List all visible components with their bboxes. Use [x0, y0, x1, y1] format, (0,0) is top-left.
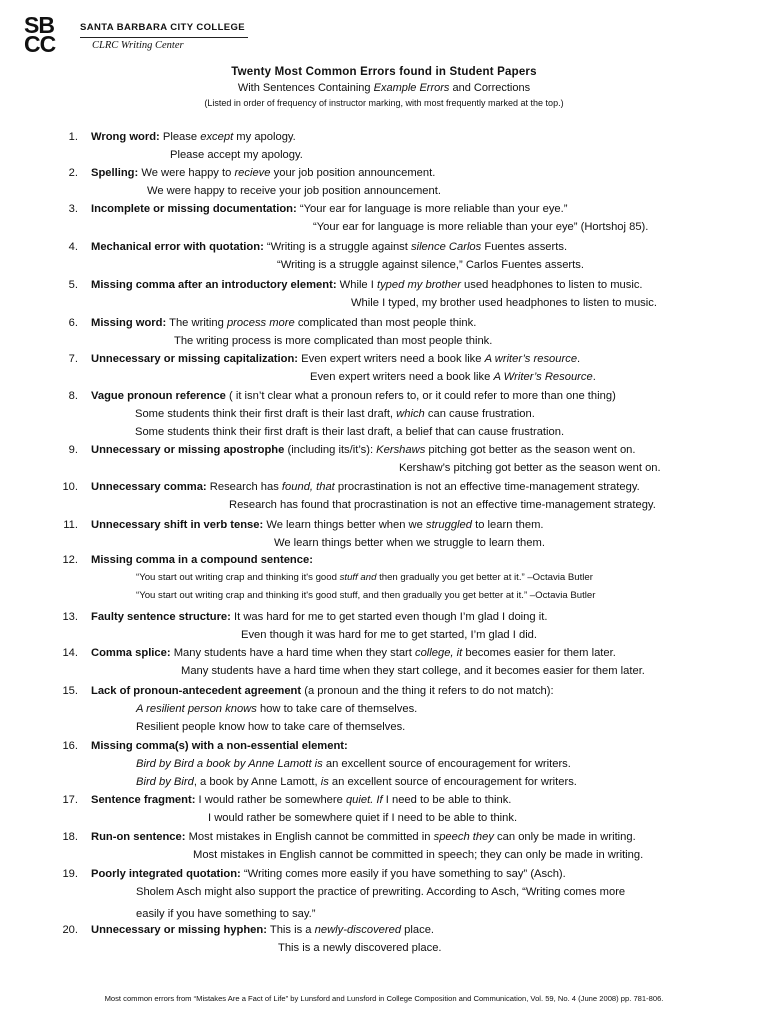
sentence-text: Most mistakes in English cannot be committed in speech; they can only be made in writing. [193, 849, 644, 861]
line-text [310, 368, 596, 386]
line-text [208, 809, 517, 827]
sentence-text: Some students think their first draft is their last draft, [135, 408, 397, 420]
line-text [91, 737, 348, 755]
error-example-line [0, 294, 768, 312]
ordering-note: (Listed in order of frequency of instructor marking, with most frequently marked at the top.) [204, 98, 564, 108]
line-text [278, 939, 442, 957]
error-item-heading [0, 478, 768, 496]
error-example-line [0, 773, 768, 791]
line-text [136, 755, 571, 773]
item-number: 20. [62, 924, 78, 936]
sentence-text: to learn them. [472, 519, 544, 531]
line-text [91, 478, 640, 496]
sentence-text: an excellent source of encouragement for writers. [322, 758, 571, 770]
sentence-text: Even though it was hard for me to get started, I’m glad I did. [241, 629, 538, 641]
line-text [91, 516, 544, 534]
item-number: 15. [62, 685, 78, 697]
line-text [91, 314, 476, 332]
writing-center-name: CLRC Writing Center [92, 40, 184, 51]
example-error-text: stuff and [339, 572, 377, 583]
line-text [193, 846, 643, 864]
error-item-heading [0, 128, 768, 146]
sentence-text: procrastination is not an effective time-management strategy. [334, 481, 640, 493]
sentence-text: how to take care of themselves. [256, 703, 418, 715]
item-number: 8. [68, 390, 78, 402]
sentence-text: Research has [206, 481, 282, 493]
item-number: 5. [68, 279, 78, 291]
line-text [91, 350, 580, 368]
college-name: SANTA BARBARA CITY COLLEGE [80, 22, 246, 33]
error-type-label: Faulty sentence structure: [91, 611, 231, 623]
sentence-text: my apology. [233, 131, 296, 143]
error-item-heading [0, 608, 768, 626]
error-example-line [0, 809, 768, 827]
error-item-heading [0, 828, 768, 846]
line-text [399, 459, 661, 477]
error-example-line [0, 146, 768, 164]
sentence-text: I need to be able to think. [382, 794, 512, 806]
item-number: 10. [62, 481, 78, 493]
sentence-text: While I [336, 279, 377, 291]
sentence-text: “Your ear for language is more reliable than your eye.” [296, 203, 568, 215]
error-item-heading [0, 791, 768, 809]
line-text [351, 294, 657, 312]
example-error-text: A writer’s resource [484, 353, 578, 365]
example-error-text: recieve [234, 167, 271, 179]
error-item-heading [0, 644, 768, 662]
error-item-heading [0, 387, 768, 405]
example-error-text: is [320, 776, 329, 788]
line-text [135, 423, 564, 441]
sentence-text: We learn things better when we struggle to learn them. [274, 537, 545, 549]
example-error-text: college, it [414, 647, 463, 659]
sentence-text: I would rather be somewhere quiet if I need to be able to think. [208, 812, 518, 824]
example-error-text: Bird by Bird [136, 776, 194, 788]
error-example-line [0, 218, 768, 236]
error-item-heading [0, 314, 768, 332]
subtitle-part: and Corrections [449, 82, 531, 94]
example-error-text: struggled [425, 519, 472, 531]
error-example-line [0, 846, 768, 864]
line-text [136, 700, 417, 718]
item-number: 17. [62, 794, 78, 806]
error-example-line [0, 883, 768, 901]
error-example-line [0, 405, 768, 423]
error-example-line [0, 662, 768, 680]
example-error-text: typed my brother [376, 279, 461, 291]
item-number: 12. [62, 554, 78, 566]
line-text [91, 276, 643, 294]
sentence-text: Most mistakes in English cannot be committed in [185, 831, 434, 843]
sentence-text: place. [401, 924, 435, 936]
error-type-label: Missing word: [91, 317, 167, 329]
line-text [170, 146, 303, 164]
sentence-text: your job position announcement. [270, 167, 436, 179]
sentence-text: “Your ear for language is more reliable than your eye” (Hortshoj 85). [313, 221, 649, 233]
error-type-label: Missing comma in a compound sentence: [91, 554, 313, 566]
sentence-text: Many students have a hard time when they start [170, 647, 415, 659]
header-divider [80, 37, 248, 38]
line-text [91, 865, 566, 883]
error-type-label: Lack of pronoun-antecedent agreement [91, 685, 302, 697]
error-type-label: Vague pronoun reference [91, 390, 226, 402]
error-type-label: Spelling: [91, 167, 139, 179]
line-text [136, 587, 595, 605]
item-number: 6. [68, 317, 78, 329]
sentence-text: easily if you have something to say.” [136, 908, 316, 920]
line-text [91, 608, 547, 626]
item-number: 19. [62, 868, 78, 880]
error-item-heading [0, 441, 768, 459]
line-text [135, 405, 535, 423]
sentence-text: “You start out writing crap and thinking it's good [136, 572, 340, 583]
error-example-line [0, 332, 768, 350]
line-text [91, 200, 567, 218]
source-citation: Most common errors from “Mistakes Are a Fact of Life” by Lunsford and Lunsford in College Composition and Communication, Vol. 59, No. 4 (June 2008) pp. 781-806. [104, 994, 664, 1003]
logo-line: SB [24, 12, 54, 38]
line-text [181, 662, 645, 680]
item-number: 16. [62, 740, 78, 752]
line-text [91, 441, 636, 459]
line-text [91, 791, 511, 809]
error-example-line [0, 755, 768, 773]
line-text [91, 921, 434, 939]
error-item-heading [0, 865, 768, 883]
sentence-text: , a book by Anne Lamott, [193, 776, 321, 788]
item-number: 13. [62, 611, 78, 623]
example-error-text: Bird by Bird a book by Anne Lamott is [136, 758, 323, 770]
line-text [91, 164, 435, 182]
sentence-text: It was hard for me to get started even though I’m glad I doing it. [230, 611, 548, 623]
sentence-text: Kershaw’s pitching got better as the season went on. [399, 462, 661, 474]
sentence-text: . [592, 371, 596, 383]
sentence-text: Even expert writers need a book like [310, 371, 494, 383]
example-error-text: quiet. If [345, 794, 383, 806]
page-subtitle [0, 82, 768, 94]
sentence-text: “Writing is a struggle against silence,” Carlos Fuentes asserts. [277, 259, 584, 271]
sentence-text: can only be made in writing. [493, 831, 636, 843]
item-number: 7. [68, 353, 78, 365]
example-error-text: speech they [433, 831, 494, 843]
line-text [229, 496, 656, 514]
sentence-text: then gradually you get better at it.” –Octavia Butler [376, 572, 593, 583]
example-error-text: except [200, 131, 234, 143]
error-type-label: Unnecessary or missing apostrophe [91, 444, 285, 456]
sentence-text: Fuentes asserts. [481, 241, 568, 253]
sentence-text: The writing process is more complicated than most people think. [174, 335, 493, 347]
error-item-heading [0, 164, 768, 182]
sentence-text: Please [159, 131, 201, 143]
subtitle-emphasis: Example Errors [373, 82, 450, 94]
error-example-line [0, 459, 768, 477]
sentence-text: We were happy to [138, 167, 235, 179]
line-text [91, 644, 616, 662]
error-item-heading [0, 551, 768, 569]
example-error-text: process more [226, 317, 295, 329]
sentence-text: This is a newly discovered place. [278, 942, 442, 954]
item-number: 1. [68, 131, 78, 143]
line-text [91, 828, 636, 846]
error-example-line [0, 626, 768, 644]
sentence-text: We were happy to receive your job position announcement. [147, 185, 441, 197]
error-example-line [0, 496, 768, 514]
sentence-text: We learn things better when we [263, 519, 426, 531]
subtitle-part: With Sentences Containing [237, 82, 374, 94]
sentence-text: Many students have a hard time when they start college, and it becomes easier for them later. [181, 665, 645, 677]
error-item-heading [0, 921, 768, 939]
error-item-heading [0, 276, 768, 294]
line-text [91, 128, 296, 146]
item-number: 4. [68, 241, 78, 253]
error-type-label: Unnecessary shift in verb tense: [91, 519, 264, 531]
error-example-line [0, 423, 768, 441]
error-type-label: Missing comma after an introductory element: [91, 279, 337, 291]
example-error-text: Kershaws [376, 444, 426, 456]
sentence-text: Some students think their first draft is their last draft, a belief that can cause frustration. [135, 426, 565, 438]
error-item-heading [0, 516, 768, 534]
line-text [277, 256, 584, 274]
sentence-text: Research has found that procrastination is not an effective time-management strategy. [229, 499, 656, 511]
item-number: 9. [68, 444, 78, 456]
line-text [91, 551, 313, 569]
sentence-text: ( it isn’t clear what a pronoun refers to, or it could refer to more than one thing) [225, 390, 616, 402]
logo-line: CC [24, 31, 56, 57]
sentence-text: (including its/it’s): [284, 444, 377, 456]
sentence-text: becomes easier for them later. [462, 647, 616, 659]
item-number: 14. [62, 647, 78, 659]
sentence-text: can cause frustration. [424, 408, 535, 420]
line-text [136, 718, 405, 736]
error-type-label: Incomplete or missing documentation: [91, 203, 297, 215]
error-item-heading [0, 350, 768, 368]
error-type-label: Comma splice: [91, 647, 171, 659]
error-type-label: Unnecessary or missing hyphen: [91, 924, 267, 936]
sentence-text: The writing [166, 317, 227, 329]
sentence-text: pitching got better as the season went on. [425, 444, 636, 456]
error-type-label: Run-on sentence: [91, 831, 186, 843]
sentence-text: an excellent source of encouragement for writers. [328, 776, 577, 788]
sentence-text: Resilient people know how to take care of themselves. [136, 721, 406, 733]
error-type-label: Missing comma(s) with a non-essential element: [91, 740, 348, 752]
error-type-label: Unnecessary comma: [91, 481, 207, 493]
error-example-line [0, 368, 768, 386]
example-error-text: newly-discovered [314, 924, 402, 936]
sentence-text: (a pronoun and the thing it refers to do not match): [301, 685, 554, 697]
sentence-text: I would rather be somewhere [195, 794, 346, 806]
error-item-heading [0, 200, 768, 218]
sentence-text: “You start out writing crap and thinking it's good stuff, and then gradually you get better at it.” –Octavia Butler [136, 590, 596, 601]
line-text [147, 182, 441, 200]
sentence-text: used headphones to listen to music. [460, 279, 643, 291]
item-number: 18. [62, 831, 78, 843]
sentence-text: This is a [266, 924, 315, 936]
error-example-line [0, 587, 768, 605]
sentence-text: . [577, 353, 581, 365]
error-type-label: Poorly integrated quotation: [91, 868, 241, 880]
line-text [136, 773, 577, 791]
line-text [241, 626, 537, 644]
error-item-heading [0, 737, 768, 755]
line-text [313, 218, 648, 236]
item-number: 3. [68, 203, 78, 215]
sentence-text: “Writing comes more easily if you have something to say” (Asch). [240, 868, 566, 880]
error-example-line [0, 534, 768, 552]
sentence-text: Even expert writers need a book like [298, 353, 485, 365]
error-example-line [0, 718, 768, 736]
error-example-line [0, 939, 768, 957]
error-example-line [0, 700, 768, 718]
error-example-line [0, 256, 768, 274]
line-text [174, 332, 492, 350]
error-example-line [0, 569, 768, 587]
line-text [136, 883, 625, 901]
sentence-text: “Writing is a struggle against [263, 241, 411, 253]
line-text [91, 387, 616, 405]
example-error-text: A Writer’s Resource [493, 371, 593, 383]
example-error-text: A resilient person knows [136, 703, 257, 715]
error-example-line [0, 182, 768, 200]
line-text [91, 238, 567, 256]
line-text [136, 569, 593, 587]
sentence-text: Sholem Asch might also support the practice of prewriting. According to Asch, “Writing comes more [136, 886, 626, 898]
sentence-text: Please accept my apology. [170, 149, 303, 161]
sbcc-logo [24, 12, 78, 57]
error-type-label: Wrong word: [91, 131, 160, 143]
line-text [91, 682, 554, 700]
error-type-label: Sentence fragment: [91, 794, 196, 806]
line-text [274, 534, 545, 552]
example-error-text: found, that [281, 481, 335, 493]
example-error-text: silence Carlos [410, 241, 482, 253]
error-type-label: Unnecessary or missing capitalization: [91, 353, 299, 365]
sentence-text: While I typed, my brother used headphones to listen to music. [351, 297, 657, 309]
error-type-label: Mechanical error with quotation: [91, 241, 264, 253]
item-number: 11. [63, 519, 78, 531]
error-item-heading [0, 238, 768, 256]
sentence-text: complicated than most people think. [294, 317, 477, 329]
error-item-heading [0, 682, 768, 700]
example-error-text: which [396, 408, 425, 420]
item-number: 2. [68, 167, 78, 179]
page-title: Twenty Most Common Errors found in Student Papers [231, 66, 537, 78]
